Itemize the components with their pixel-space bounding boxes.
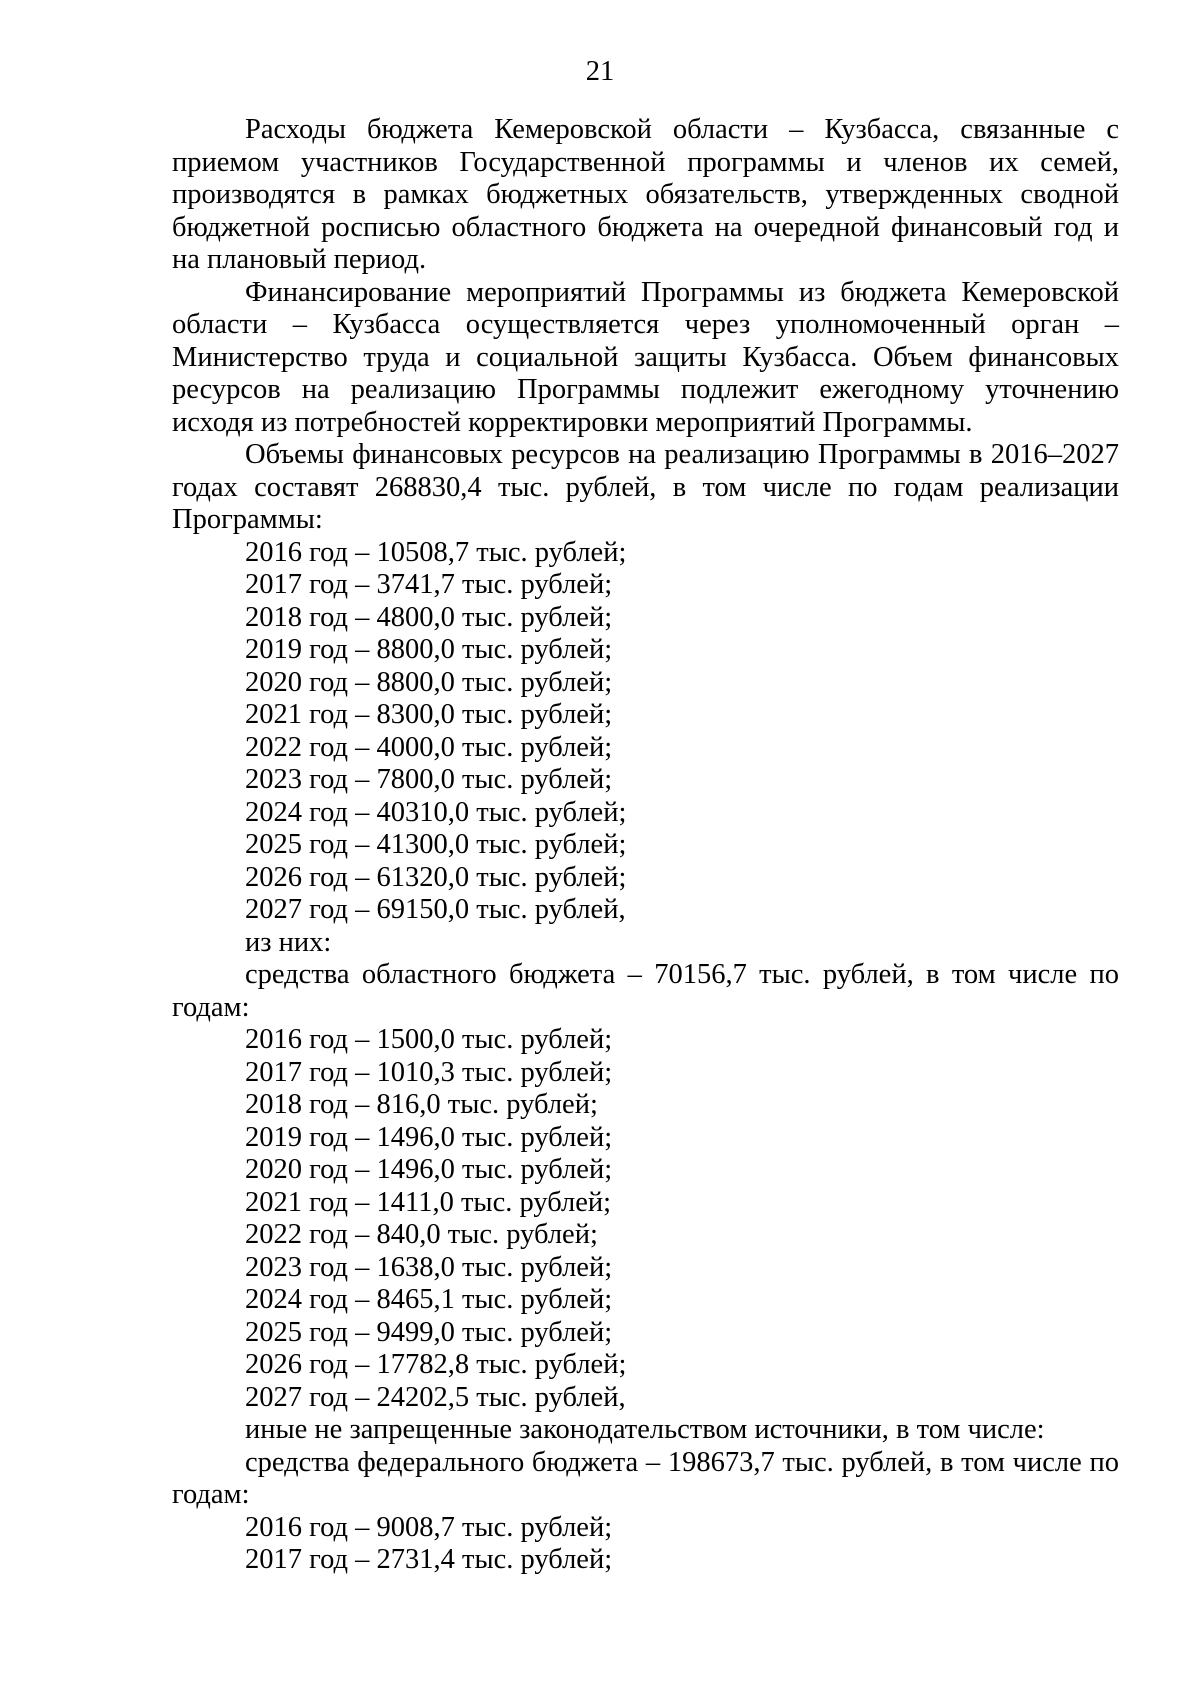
list-item: 2021 год – 1411,0 тыс. рублей; [245,1186,612,1218]
list-item: 2022 год – 840,0 тыс. рублей; [245,1219,598,1250]
regional-by-year-list [172,1024,1119,1414]
list-item: 2020 год – 1496,0 тыс. рублей; [245,1154,613,1185]
list-item: 2024 год – 40310,0 тыс. рублей; [245,796,627,828]
list-item: 2016 год – 10508,7 тыс. рублей; [245,536,627,568]
regional-budget-intro: средства областного бюджета – 70156,7 тыс. рублей, в том числе по годам: [172,959,1119,1023]
list-item: 2024 год – 8465,1 тыс. рублей; [245,1284,613,1315]
other-sources-label: иные не запрещенные законодательством источники, в том числе: [245,1414,1045,1445]
document-body [172,114,1119,1577]
list-item: 2018 год – 816,0 тыс. рублей; [245,1089,598,1120]
list-item: 2019 год – 1496,0 тыс. рублей; [245,1121,613,1153]
list-item: 2025 год – 41300,0 тыс. рублей; [245,829,627,860]
list-item: 2017 год – 2731,4 тыс. рублей; [245,1544,613,1575]
federal-by-year-list [172,1512,1119,1577]
paragraph-budget-expenses: Расходы бюджета Кемеровской области – Кузбасса, связанные с приемом участников Государственной программы и членов их семей, производятся в рамках бюджетных обязательств, утвержденных сводной бюджетной росписью областного бюджета на очередной финансовый год и на плановый период. [172,114,1119,275]
list-item: 2017 год – 1010,3 тыс. рублей; [245,1056,613,1088]
total-by-year-list [172,537,1119,927]
page-number: 21 [585,56,615,87]
list-item: 2023 год – 1638,0 тыс. рублей; [245,1251,613,1283]
list-item: 2023 год – 7800,0 тыс. рублей; [245,764,613,795]
list-item: 2018 год – 4800,0 тыс. рублей; [245,601,613,633]
of-them-label: из них: [245,926,332,958]
list-item: 2020 год – 8800,0 тыс. рублей; [245,666,613,698]
list-item: 2017 год – 3741,7 тыс. рублей; [245,569,613,600]
list-item: 2016 год – 1500,0 тыс. рублей; [245,1024,613,1055]
paragraph-resources-volume: Объемы финансовых ресурсов на реализацию Программы в 2016–2027 годах составят 268830,4 тыс. рублей, в том числе по годам реализации Программы: [172,439,1119,535]
list-item: 2027 год – 69150,0 тыс. рублей, [245,894,626,925]
paragraph-financing: Финансирование мероприятий Программы из бюджета Кемеровской области – Кузбасса осуществляется через уполномоченный орган – Министерство труда и социальной защиты Кузбасса. Объем финансовых ресурсов на реализацию Программы подлежит ежегодному уточнению исходя из потребностей корректировки мероприятий Программы. [172,276,1119,438]
list-item: 2026 год – 61320,0 тыс. рублей; [245,861,627,893]
list-item: 2021 год – 8300,0 тыс. рублей; [245,699,613,730]
list-item: 2016 год – 9008,7 тыс. рублей; [245,1511,613,1543]
list-item: 2027 год – 24202,5 тыс. рублей, [245,1381,626,1413]
list-item: 2019 год – 8800,0 тыс. рублей; [245,634,613,665]
list-item: 2025 год – 9499,0 тыс. рублей; [245,1316,613,1348]
list-item: 2022 год – 4000,0 тыс. рублей; [245,731,613,763]
list-item: 2026 год – 17782,8 тыс. рублей; [245,1349,627,1380]
federal-budget-intro: средства федерального бюджета – 198673,7 тыс. рублей, в том числе по годам: [172,1446,1119,1510]
